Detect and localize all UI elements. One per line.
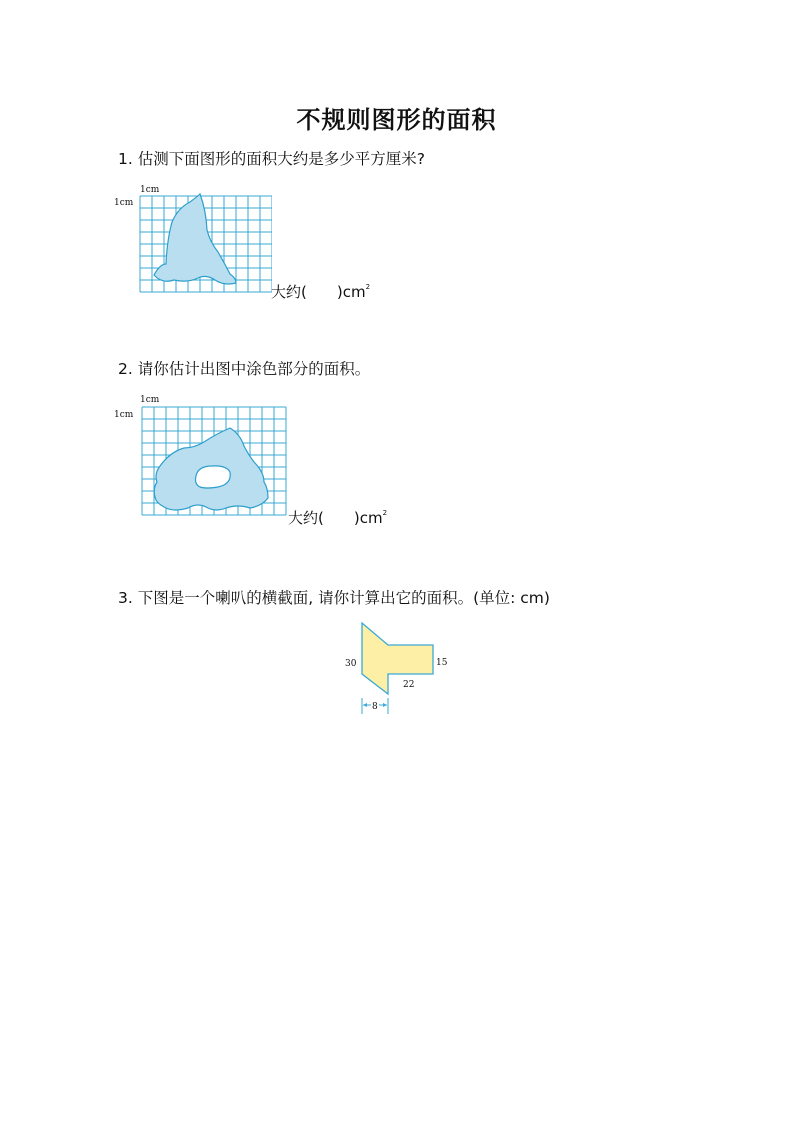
q2-answer (288, 507, 387, 528)
q1-answer (271, 281, 370, 302)
dim-width-8: 8 (372, 702, 378, 712)
horn-cross-section (362, 623, 433, 694)
q1-answer-suffix: )cm (336, 283, 366, 301)
q1-unit-top: 1cm (140, 185, 160, 195)
question-1-grid-figure (112, 180, 272, 300)
dim-bottom-22: 22 (403, 680, 415, 690)
q2-answer-sup: 2 (382, 509, 388, 517)
question-2-text: 2. 请你估计出图中涂色部分的面积。 (118, 360, 371, 378)
question-2-grid-figure (112, 390, 292, 526)
dim-arrow-right (383, 703, 387, 707)
q1-answer-sup: 2 (365, 283, 371, 291)
dim-left-30: 30 (345, 659, 357, 669)
q2-hole-shape (196, 466, 231, 488)
question-1-text: 1. 估测下面图形的面积大约是多少平方厘米? (118, 150, 425, 168)
page-title: 不规则图形的面积 (296, 105, 497, 134)
q2-unit-top: 1cm (140, 395, 160, 405)
q2-unit-left: 1cm (114, 410, 134, 420)
dim-arrow-left (363, 703, 367, 707)
question-3-text: 3. 下图是一个喇叭的横截面, 请你计算出它的面积。(单位: cm) (118, 589, 550, 607)
q1-unit-left: 1cm (114, 198, 134, 208)
q2-answer-prefix: 大约( (288, 509, 324, 527)
q2-answer-suffix: )cm (353, 509, 383, 527)
dim-right-15: 15 (436, 658, 448, 668)
q1-answer-prefix: 大约( (271, 283, 307, 301)
question-3-horn-figure (340, 618, 460, 718)
